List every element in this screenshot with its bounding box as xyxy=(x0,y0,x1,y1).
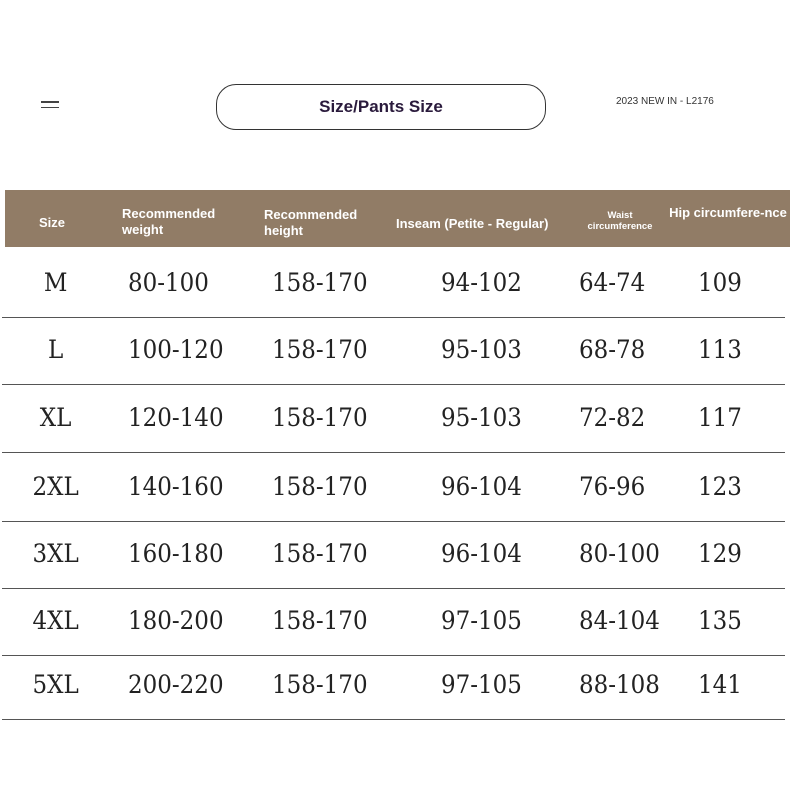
cell-size: L xyxy=(47,335,64,364)
cell-waist: 76-96 xyxy=(579,472,646,501)
cell-waist: 84-104 xyxy=(579,606,660,635)
cell-waist: 68-78 xyxy=(579,335,646,364)
column-header-waist: Waist circumference xyxy=(587,210,653,233)
table-row xyxy=(0,654,800,720)
row-divider xyxy=(2,317,785,318)
cell-height: 158-170 xyxy=(272,472,368,501)
cell-height: 158-170 xyxy=(272,539,368,568)
cell-height: 158-170 xyxy=(272,335,368,364)
cell-size: 3XL xyxy=(32,539,79,568)
column-header-inseam: Inseam (Petite - Regular) xyxy=(396,216,549,231)
cell-waist: 72-82 xyxy=(579,403,646,432)
column-header-height: Recommended height xyxy=(264,207,358,238)
row-divider xyxy=(2,384,785,385)
cell-hip: 117 xyxy=(698,403,742,432)
cell-weight: 160-180 xyxy=(128,539,224,568)
row-divider xyxy=(2,588,785,589)
row-divider xyxy=(2,452,785,453)
table-row xyxy=(0,252,800,318)
column-header-hip: Hip circumfere-nce xyxy=(669,205,787,220)
table-header xyxy=(5,190,790,247)
cell-weight: 120-140 xyxy=(128,403,224,432)
cell-weight: 80-100 xyxy=(128,268,209,297)
cell-hip: 129 xyxy=(698,539,742,568)
menu-icon[interactable] xyxy=(41,101,59,109)
table-row xyxy=(0,523,800,589)
cell-size: 4XL xyxy=(32,606,79,635)
cell-hip: 109 xyxy=(698,268,742,297)
table-row xyxy=(0,456,800,522)
cell-size: M xyxy=(43,268,68,297)
cell-inseam: 95-103 xyxy=(441,335,522,364)
cell-inseam: 96-104 xyxy=(441,472,522,501)
page-title: Size/Pants Size xyxy=(216,84,546,130)
cell-size: 5XL xyxy=(32,670,79,699)
cell-height: 158-170 xyxy=(272,606,368,635)
cell-hip: 135 xyxy=(698,606,742,635)
cell-inseam: 95-103 xyxy=(441,403,522,432)
cell-hip: 113 xyxy=(698,335,742,364)
menu-icon-bar xyxy=(41,107,59,109)
table-row xyxy=(0,319,800,385)
cell-size: XL xyxy=(39,403,72,432)
cell-hip: 141 xyxy=(698,670,742,699)
column-header-weight: Recommended weight xyxy=(122,206,216,237)
cell-weight: 200-220 xyxy=(128,670,224,699)
column-header-size: Size xyxy=(39,215,66,230)
cell-height: 158-170 xyxy=(272,670,368,699)
cell-waist: 64-74 xyxy=(579,268,646,297)
cell-hip: 123 xyxy=(698,472,742,501)
cell-inseam: 97-105 xyxy=(441,670,522,699)
cell-height: 158-170 xyxy=(272,268,368,297)
cell-waist: 88-108 xyxy=(579,670,660,699)
cell-inseam: 97-105 xyxy=(441,606,522,635)
cell-inseam: 94-102 xyxy=(441,268,522,297)
cell-weight: 180-200 xyxy=(128,606,224,635)
row-divider xyxy=(2,521,785,522)
menu-icon-bar xyxy=(41,101,59,103)
table-row xyxy=(0,387,800,453)
product-tag: 2023 NEW IN - L2176 xyxy=(616,96,714,107)
cell-inseam: 96-104 xyxy=(441,539,522,568)
cell-weight: 100-120 xyxy=(128,335,224,364)
cell-size: 2XL xyxy=(32,472,79,501)
cell-height: 158-170 xyxy=(272,403,368,432)
cell-weight: 140-160 xyxy=(128,472,224,501)
table-row xyxy=(0,590,800,656)
row-divider xyxy=(2,719,785,720)
cell-waist: 80-100 xyxy=(579,539,660,568)
